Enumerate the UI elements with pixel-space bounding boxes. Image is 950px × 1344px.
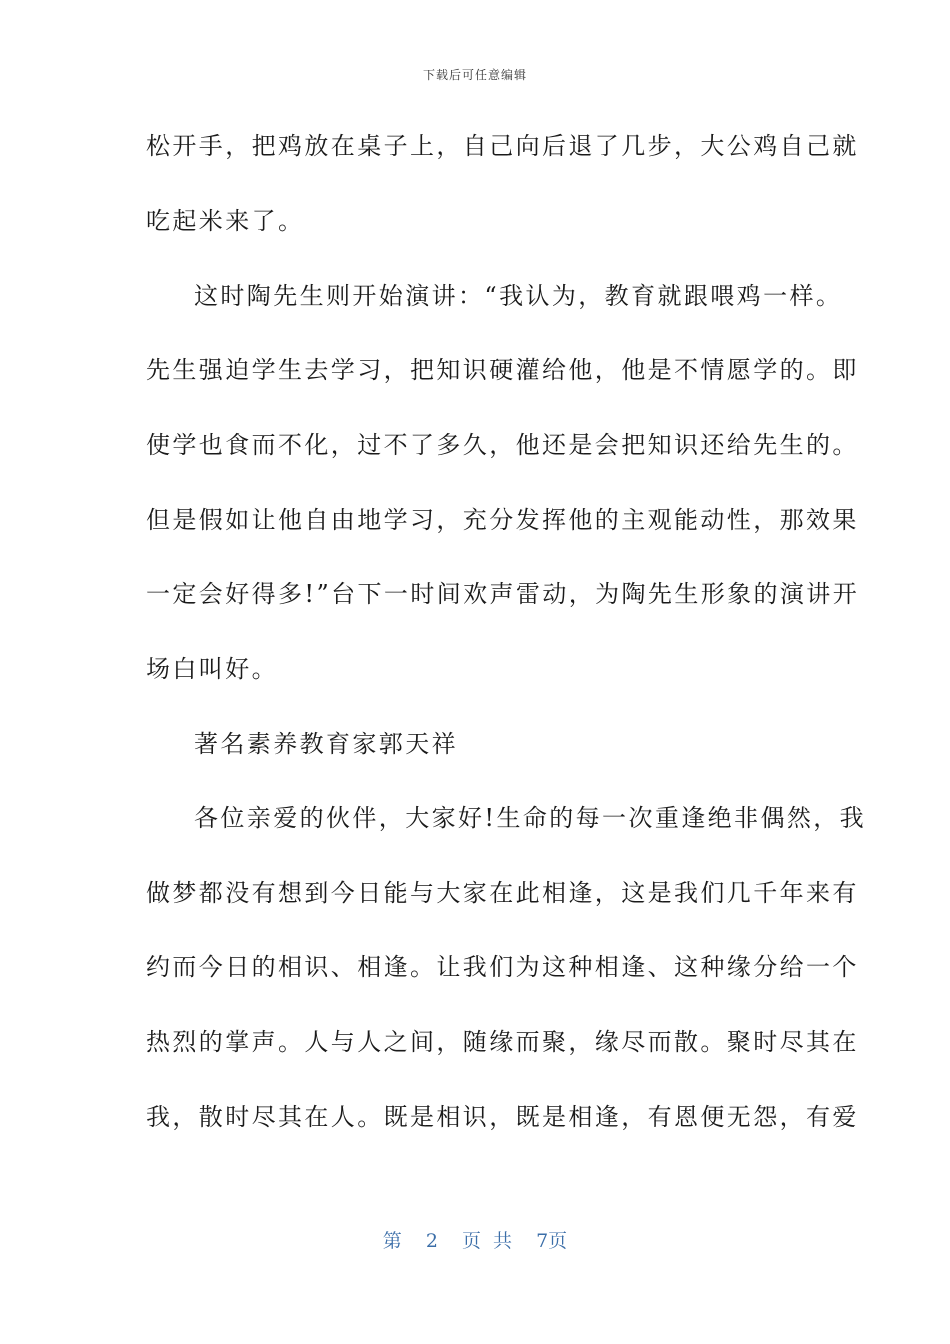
paragraph-start-line: 各位亲爱的伙伴，大家好!生命的每一次重逢绝非偶然，我 [194, 804, 867, 832]
text-line: 热烈的掌声。人与人之间，随缘而聚，缘尽而散。聚时尽其在 [146, 1028, 859, 1056]
paragraph-start-line: 这时陶先生则开始演讲：“我认为，教育就跟喂鸡一样。 [194, 282, 843, 310]
text-line: 先生强迫学生去学习，把知识硬灌给他，他是不情愿学的。即 [146, 356, 859, 384]
text-line: 一定会好得多!”台下一时间欢声雷动，为陶先生形象的演讲开 [146, 580, 860, 608]
text-line: 做梦都没有想到今日能与大家在此相逢，这是我们几千年来有 [146, 879, 859, 907]
text-line: 吃起米来了。 [146, 207, 305, 235]
total-pages: 7页 [536, 1230, 568, 1252]
text-line: 使学也食而不化，过不了多久，他还是会把知识还给先生的。 [146, 431, 859, 459]
footer-prefix: 第 [382, 1230, 402, 1252]
page-header: 下载后可任意编辑 [422, 68, 527, 82]
text-line: 松开手，把鸡放在桌子上，自己向后退了几步，大公鸡自己就 [146, 132, 859, 160]
page-footer [0, 1226, 950, 1253]
current-page-number: 2 [425, 1230, 438, 1252]
text-line: 但是假如让他自由地学习，充分发挥他的主观能动性，那效果 [146, 506, 859, 534]
section-heading: 著名素养教育家郭天祥 [194, 730, 458, 758]
text-line: 场白叫好。 [146, 655, 278, 683]
text-line: 约而今日的相识、相逢。让我们为这种相逢、这种缘分给一个 [146, 953, 859, 981]
footer-middle: 页 共 [462, 1230, 513, 1252]
text-line: 我，散时尽其在人。既是相识，既是相逢，有恩便无怨，有爱 [146, 1103, 859, 1131]
